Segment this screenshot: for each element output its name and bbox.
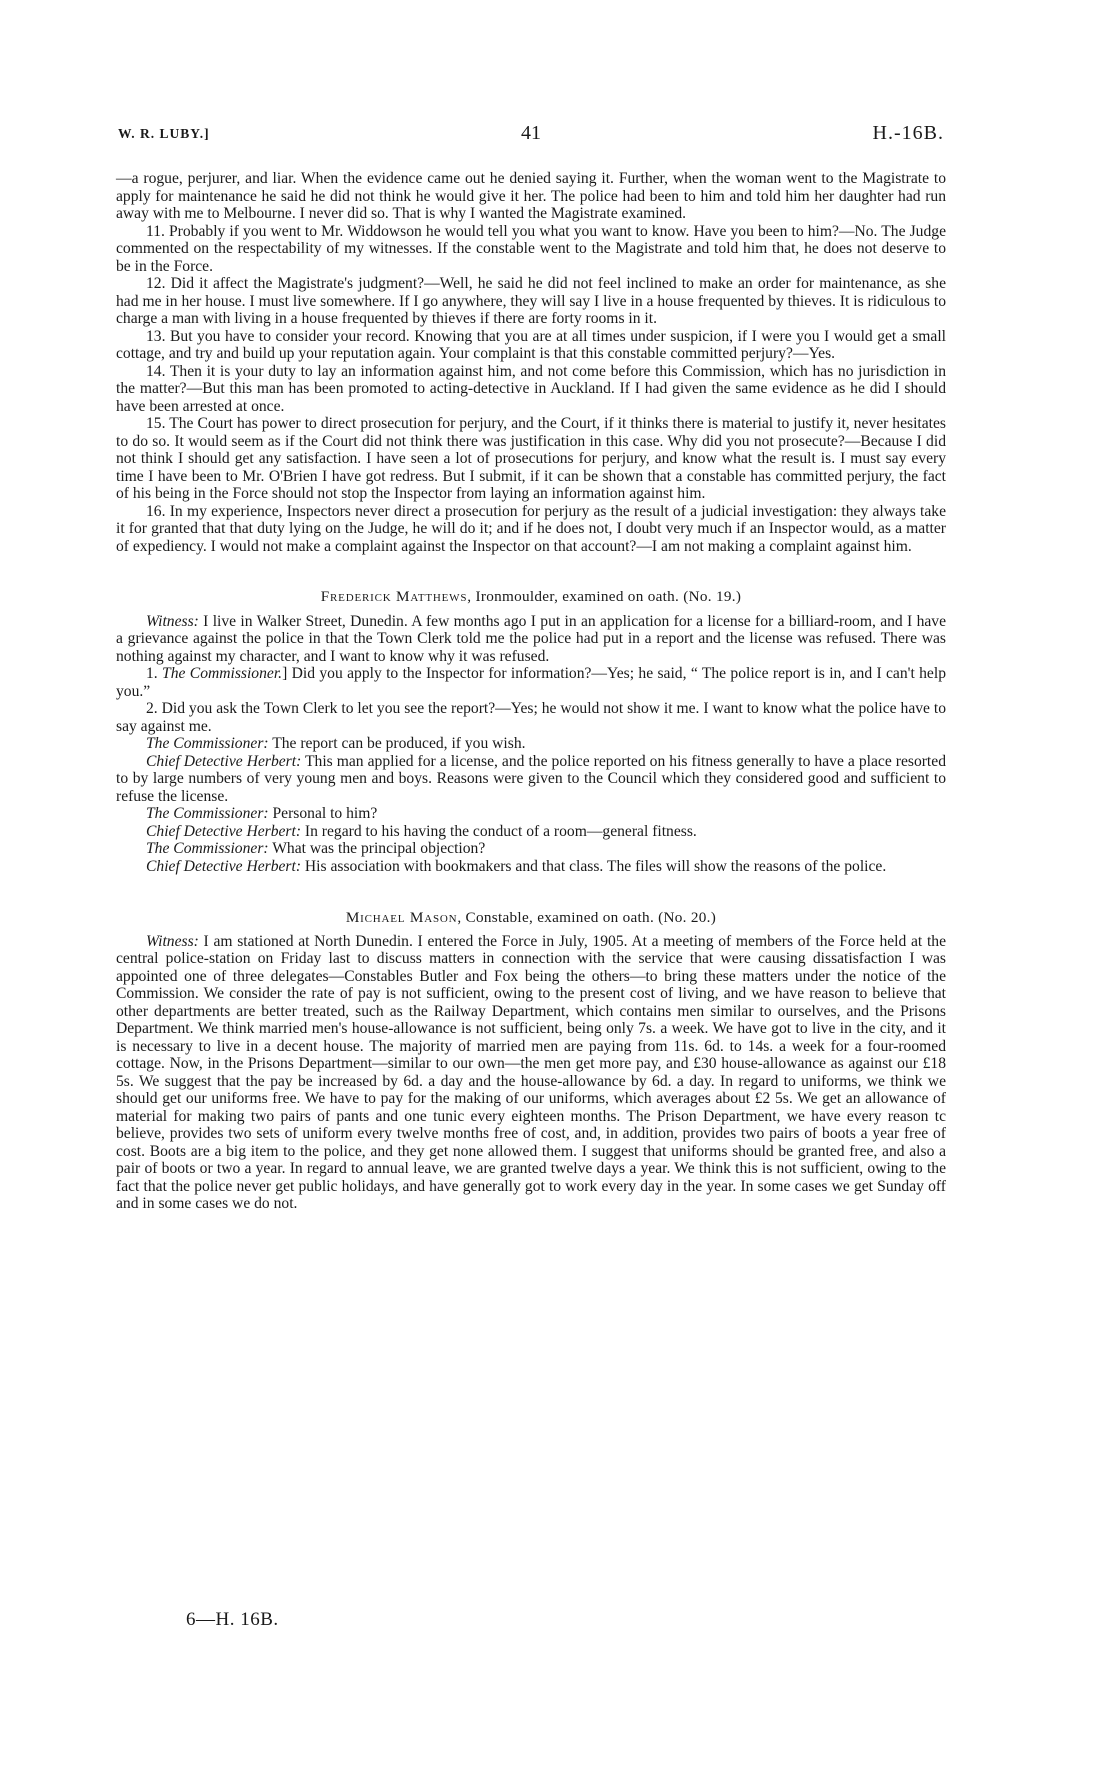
statement-text: I am stationed at North Dunedin. I entered the Force in July, 1905. At a meeting of members of the Force held at the central police-station on Friday last to discuss matters in connection with the service that were causing dissatisfaction I was appointed one of three delegates—Constables Butler and Fox being the others—to bring these matters under the notice of the Commission. We consider the rate of pay is not sufficient, owing to the present cost of living, and we have reason to believe that other departments are better treated, such as the Railway Department, which contains men similar to ourselves, and the Prisons Department. We think married men's house-allowance is not sufficient, being only 7s. a week. We have got to live in the city, and it is necessary to live in a decent house. The majority of married men are paying from 11s. 6d. to 14s. a week for a four-roomed cottage. Now, in the Prisons Department—similar to our own—the men get more pay, and £30 house-allowance as against our £18 5s. We suggest that the pay be increased by 6d. a day and the house-allowance by 6d. a day. In regard to uniforms, we think we should get our uniforms free. We have to pay for the making of our uniforms, which averages about £2 5s. We get an allowance of material for making two pairs of pants and one tunic every eighteen months. The Prison Department, we have every reason tc believe, provides two sets of uniform every twelve months free of cost, and, in addition, provides two pairs of boots a year free of cost. Boots are a big item to the police, and they get none allowed them. I suggest that uniforms should be granted free, and also a pair of boots or two a year. In regard to annual leave, we are granted twelve days a year. We think this is not sufficient, owing to the fact that the police never get public holidays, and have generally got to work every day in the year. In some cases we get Sunday off and in some cases we do not. <box>116 932 946 1212</box>
witness-heading-details: , Ironmoulder, examined on oath. (No. 19.) <box>467 588 742 605</box>
paragraph: 14. Then it is your duty to lay an information against him, and not come before this Commission, which has no jurisdiction in the matter?—But this man has been promoted to acting-detective in Auckland. If I had given the same evidence as he did I should have been arrested at once. <box>116 362 946 415</box>
speaker-label: Witness: <box>146 932 199 950</box>
document-reference: H.-16B. <box>872 122 944 144</box>
statement-text: In regard to his having the conduct of a room—general fitness. <box>301 822 697 840</box>
witness-heading-name: Michael Mason <box>345 909 458 926</box>
page-number: 41 <box>521 122 541 144</box>
paragraph: —a rogue, perjurer, and liar. When the evidence came out he denied saying it. Further, when the woman went to the Magistrate to apply for maintenance he said he did not think he would give it her. The police had been to him and told him her daughter had run away with me to Melbourne. I never did so. That is why I wanted the Magistrate examined. <box>116 170 946 222</box>
witness-heading <box>116 909 946 927</box>
statement-text: This man applied for a license, and the police reported on his fitness generally to have a place resorted to by large numbers of very young men and boys. Reasons were given to the Council which they considered good and sufficient to refuse the license. <box>116 752 946 805</box>
dialogue-line <box>116 753 946 806</box>
document-body <box>116 170 946 1213</box>
witness-heading <box>116 588 946 606</box>
speaker-label: Chief Detective Herbert: <box>146 822 302 840</box>
paragraph <box>116 665 946 700</box>
paragraph: 16. In my experience, Inspectors never direct a prosecution for perjury as the result of a judicial investigation: they always take it for granted that that duty lying on the Judge, he will do it; and if he does not, I doubt very much if an Inspector would, as a matter of expediency. I would not make a complaint against the Inspector on that account?—I am not making a complaint against him. <box>116 502 946 555</box>
speaker-label: The Commissioner: <box>146 840 269 857</box>
paragraph <box>116 613 946 666</box>
dialogue-line <box>116 805 946 823</box>
witness-heading-name: Frederick Matthews <box>320 588 468 605</box>
statement-text: I live in Walker Street, Dunedin. A few months ago I put in an application for a license for a billiard-room, and I have a grievance against the police in that the Town Clerk told me the police had put in a report and the license was refused. There was nothing against my character, and I want to know why it was refused. <box>116 612 946 665</box>
dialogue-line <box>116 823 946 841</box>
question-number: 1. <box>146 665 163 682</box>
dialogue-line <box>116 858 946 876</box>
statement-text: ] Did you apply to the Inspector for information?—Yes; he said, “ The police report is in, and I can't help you.” <box>116 665 946 700</box>
paragraph: 15. The Court has power to direct prosecution for perjury, and the Court, if it thinks there is material to justify it, never hesitates to do so. It would seem as if the Court did not think there was justification in this case. Why did you not prosecute?—Because I did not think I should get any satisfaction. I have seen a lot of prosecutions for perjury, and know what the result is. I must say every time I have been to Mr. O'Brien I have got redress. But I submit, if it can be shown that a constable has committed perjury, the fact of his being in the Force should not stop the Inspector from laying an information against him. <box>116 415 946 502</box>
paragraph: 12. Did it affect the Magistrate's judgment?—Well, he said he did not feel inclined to make an order for maintenance, as she had me in her house. I must live somewhere. If I go anywhere, they will say I live in a house frequented by thieves. It is ridiculous to charge a man with living in a house frequented by thieves if there are forty rooms in it. <box>116 275 946 327</box>
speaker-label: The Commissioner: <box>146 805 269 822</box>
statement-text: The report can be produced, if you wish. <box>268 735 526 752</box>
witness-heading-details: , Constable, examined on oath. (No. 20.) <box>457 909 717 926</box>
header-witness-name: W. R. LUBY.] <box>118 126 210 141</box>
paragraph: 2. Did you ask the Town Clerk to let you see the report?—Yes; he would not show it me. I want to know what the police have to say against me. <box>116 700 946 735</box>
page-header <box>118 122 944 152</box>
paragraph: 11. Probably if you went to Mr. Widdowson he would tell you what you want to know. Have you been to him?—No. The Judge commented on the respectability of my witnesses. If the constable went to the Magistrate and told him that, he does not deserve to be in the Force. <box>116 222 946 275</box>
statement-text: Personal to him? <box>268 805 378 822</box>
signature-mark: 6—H. 16B. <box>186 1609 279 1630</box>
speaker-label: Chief Detective Herbert: <box>146 752 302 770</box>
dialogue-line <box>116 840 946 858</box>
statement-text: His association with bookmakers and that class. The files will show the reasons of the police. <box>301 857 887 875</box>
speaker-label: Witness: <box>146 612 199 630</box>
speaker-label: The Commissioner. <box>162 665 283 682</box>
speaker-label: The Commissioner: <box>146 735 269 752</box>
paragraph: 13. But you have to consider your record. Knowing that you are at all times under suspicion, if I were you I would get a small cottage, and try and build up your reputation again. Your complaint is that this constable committed perjury?—Yes. <box>116 327 946 362</box>
statement-text: What was the principal objection? <box>268 840 486 857</box>
dialogue-line <box>116 735 946 753</box>
paragraph <box>116 933 946 1213</box>
speaker-label: Chief Detective Herbert: <box>146 857 302 875</box>
